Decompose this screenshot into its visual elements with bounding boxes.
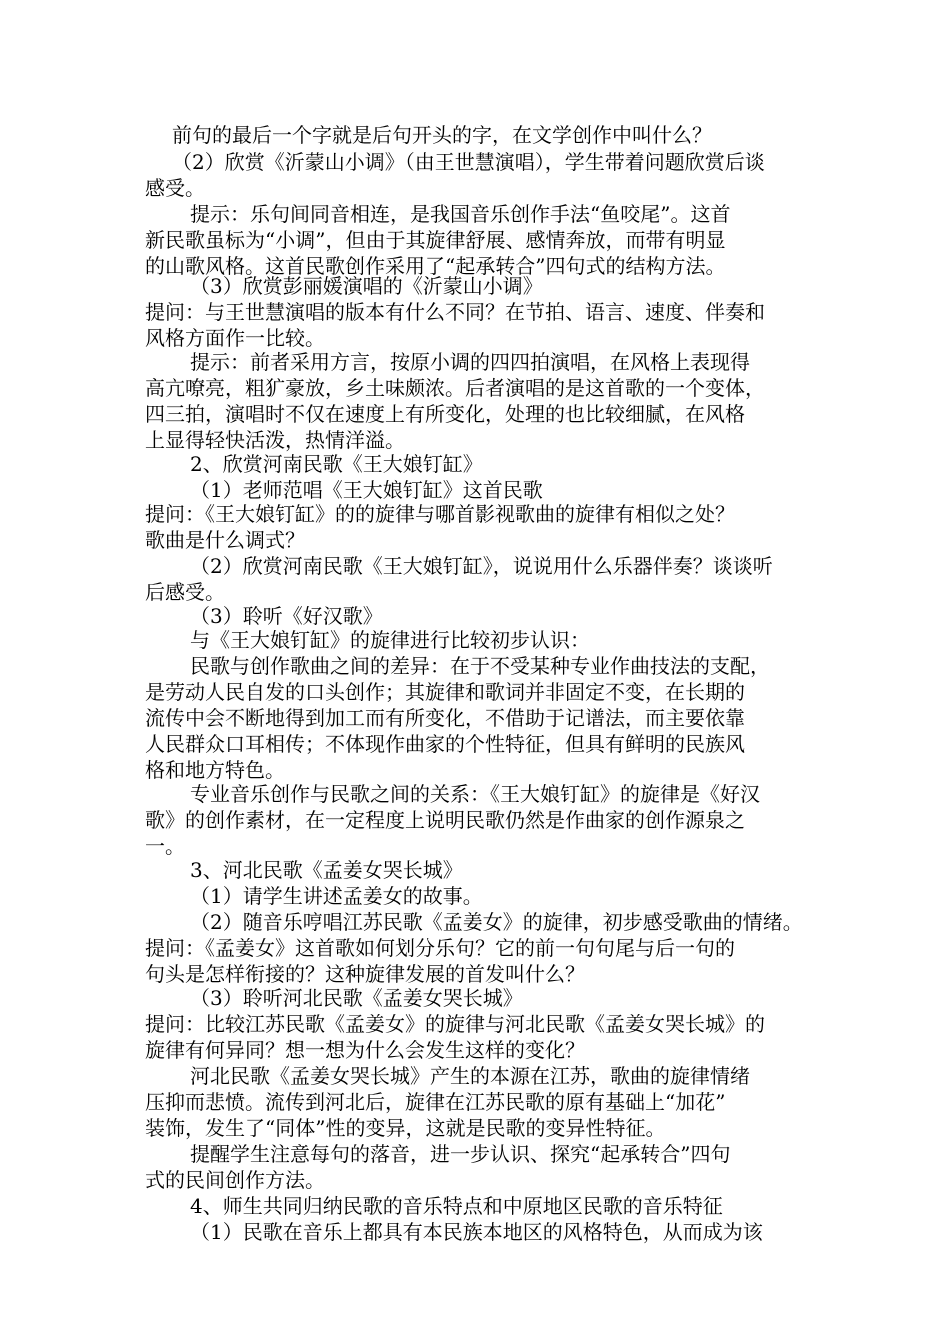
text-line: 与《王大娘钉缸》的旋律进行比较初步认识： (190, 628, 590, 652)
text-line: 旋律有何异同？想一想为什么会发生这样的变化？ (145, 1038, 585, 1062)
text-line: 前句的最后一个字就是后句开头的字，在文学创作中叫什么？ (172, 123, 712, 147)
text-line: 专业音乐创作与民歌之间的关系：《王大娘钉缸》的旋律是《好汉 (190, 782, 760, 806)
text-line: 压抑而悲愤。流传到河北后，旋律在江苏民歌的原有基础上“加花” (145, 1090, 726, 1114)
text-line: （1）民歌在音乐上都具有本民族本地区的风格特色，从而成为该 (190, 1220, 763, 1244)
text-line: （3）欣赏彭丽媛演唱的《沂蒙山小调》 (190, 274, 543, 298)
text-line: 风格方面作一比较。 (145, 326, 325, 350)
text-line: 上显得轻快活泼，热情洋溢。 (145, 428, 405, 452)
text-line: 格和地方特色。 (145, 758, 285, 782)
text-line: 提示：前者采用方言，按原小调的四四拍演唱，在风格上表现得 (190, 350, 750, 374)
text-line: （3）聆听《好汉歌》 (190, 604, 383, 628)
text-line: 3、河北民歌《孟姜女哭长城》 (190, 858, 463, 882)
text-line: （1）老师范唱《王大娘钉缸》这首民歌 (190, 478, 543, 502)
text-line: （2）欣赏河南民歌《王大娘钉缸》，说说用什么乐器伴奏？谈谈听 (190, 554, 773, 578)
text-line: 后感受。 (145, 580, 225, 604)
text-line: 感受。 (145, 176, 205, 200)
text-line: 四三拍，演唱时不仅在速度上有所变化，处理的也比较细腻，在风格 (145, 402, 745, 426)
text-line: 式的民间创作方法。 (145, 1168, 325, 1192)
text-line: 装饰，发生了“同体”性的变异，这就是民歌的变异性特征。 (145, 1116, 666, 1140)
text-line: 河北民歌《孟姜女哭长城》产生的本源在江苏，歌曲的旋律情绪 (190, 1064, 750, 1088)
text-line: 新民歌虽标为“小调”，但由于其旋律舒展、感情奔放，而带有明显 (145, 228, 726, 252)
text-line: 一。 (145, 834, 185, 858)
text-line: 提问：《孟姜女》这首歌如何划分乐句？它的前一句句尾与后一句的 (145, 936, 735, 960)
text-line: 4、师生共同归纳民歌的音乐特点和中原地区民歌的音乐特征 (190, 1194, 723, 1218)
text-line: 歌》的创作素材，在一定程度上说明民歌仍然是作曲家的创作源泉之 (145, 808, 745, 832)
text-line: 歌曲是什么调式？ (145, 528, 305, 552)
text-line: 民歌与创作歌曲之间的差异：在于不受某种专业作曲技法的支配， (190, 654, 770, 678)
text-line: （3）聆听河北民歌《孟姜女哭长城》 (190, 986, 523, 1010)
text-line: （2）欣赏《沂蒙山小调》（由王世慧演唱），学生带着问题欣赏后谈 (172, 150, 765, 174)
text-line: 2、欣赏河南民歌《王大娘钉缸》 (190, 452, 483, 476)
text-line: 句头是怎样衔接的？这种旋律发展的首发叫什么？ (145, 962, 585, 986)
text-line: 提醒学生注意每句的落音，进一步认识、探究“起承转合”四句 (190, 1142, 731, 1166)
text-line: 提示：乐句间同音相连，是我国音乐创作手法“鱼咬尾”。这首 (190, 202, 731, 226)
text-line: （1）请学生讲述孟姜女的故事。 (190, 884, 483, 908)
text-line: （2）随音乐哼唱江苏民歌《孟姜女》的旋律，初步感受歌曲的情绪。 (190, 910, 803, 934)
text-line: 提问：比较江苏民歌《孟姜女》的旋律与河北民歌《孟姜女哭长城》的 (145, 1012, 765, 1036)
text-line: 人民群众口耳相传；不体现作曲家的个性特征，但具有鲜明的民族风 (145, 732, 745, 756)
text-line: 提问：《王大娘钉缸》的的旋律与哪首影视歌曲的旋律有相似之处？ (145, 502, 735, 526)
text-line: 流传中会不断地得到加工而有所变化，不借助于记谱法，而主要依靠 (145, 706, 745, 730)
text-line: 高亢嘹亮，粗犷豪放，乡土味颇浓。后者演唱的是这首歌的一个变体， (145, 376, 765, 400)
text-line: 的山歌风格。这首民歌创作采用了“起承转合”四句式的结构方法。 (145, 254, 726, 278)
text-line: 提问：与王世慧演唱的版本有什么不同？在节拍、语言、速度、伴奏和 (145, 300, 765, 324)
text-line: 是劳动人民自发的口头创作；其旋律和歌词并非固定不变，在长期的 (145, 680, 745, 704)
